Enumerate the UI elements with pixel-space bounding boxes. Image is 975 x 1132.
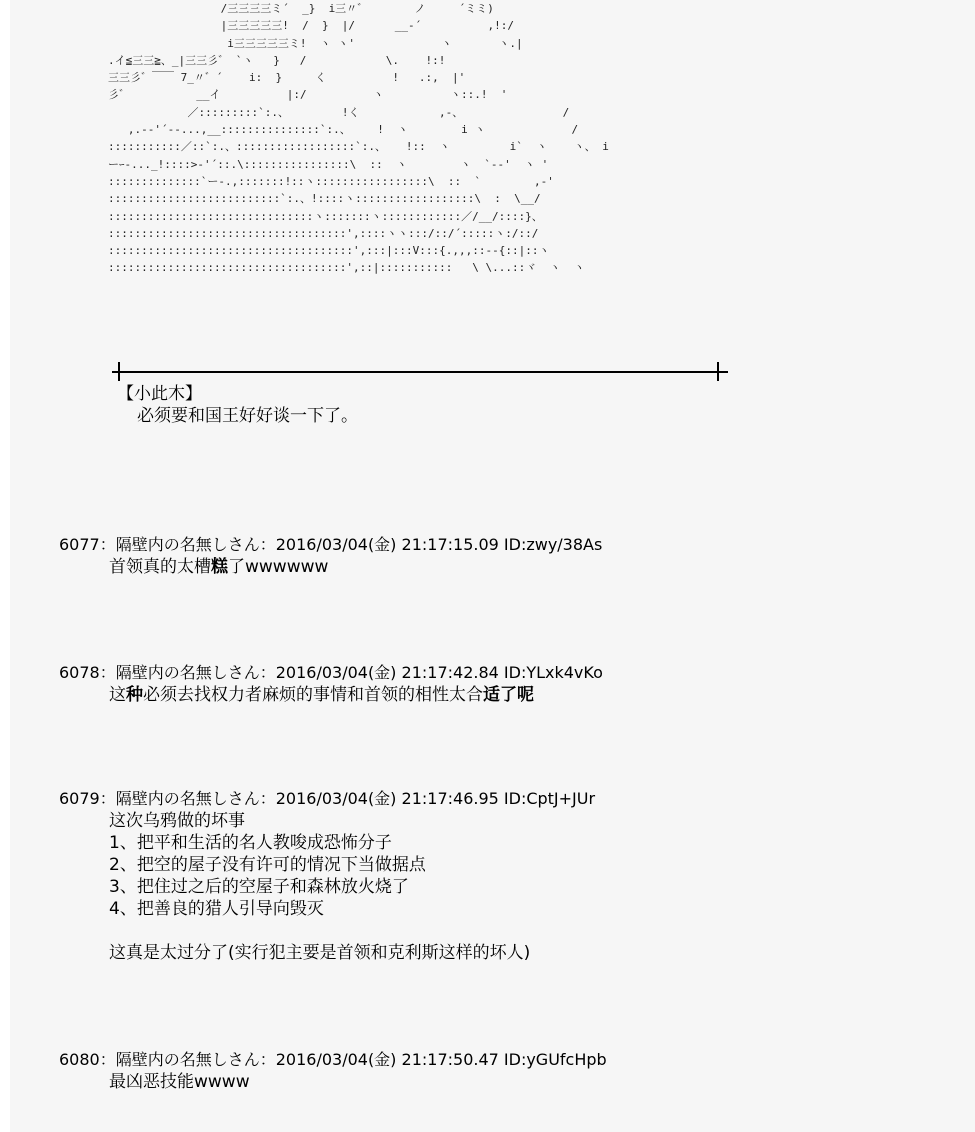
speaker-name: 【小此木】 bbox=[117, 384, 202, 404]
bold-text: 糕 bbox=[211, 557, 228, 577]
text: 这 bbox=[109, 685, 126, 705]
post-line bbox=[109, 1071, 607, 1093]
text: 3、把住过之后的空屋子和森林放火烧了 bbox=[109, 877, 409, 897]
post-line bbox=[109, 942, 595, 964]
post-header: 6078：隔壁内の名無しさん：2016/03/04(金) 21:17:42.84 ID:YLxk4vKo bbox=[59, 663, 603, 682]
text: 2、把空的屋子没有许可的情况下当做据点 bbox=[109, 855, 426, 875]
timeline-tick-left bbox=[118, 362, 120, 381]
text: 最凶恶技能wwww bbox=[109, 1072, 250, 1092]
text: 4、把善良的猎人引导向毁灭 bbox=[109, 899, 324, 919]
timeline-line bbox=[112, 371, 728, 373]
post-header: 6079：隔壁内の名無しさん：2016/03/04(金) 21:17:46.95 ID:CptJ+JUr bbox=[59, 789, 596, 808]
post-body bbox=[109, 810, 595, 964]
post-line bbox=[109, 556, 602, 578]
text: 首领真的太槽 bbox=[109, 557, 211, 577]
post-line bbox=[109, 684, 603, 706]
timeline-tick-right bbox=[717, 362, 719, 381]
post-line bbox=[109, 810, 595, 832]
post-6077 bbox=[59, 534, 602, 578]
post-header: 6077：隔壁内の名無しさん：2016/03/04(金) 21:17:15.09 ID:zwy/38As bbox=[59, 535, 603, 554]
text: 这次乌鸦做的坏事 bbox=[109, 811, 245, 831]
ascii-art: /三三三三ミ´ _} i三〃゛ ノ ´ミミ) |三三三三三! / } |/ __‐´ ,!:/ i三三三三三ミ! ヽ ヽ' ヽ ヽ.| .イ≦三三≧、_|三三彡゛ `ヽ } / \. !:! 三三彡゛￣￣ 7_〃゛´ i: } く ! .:, |' 彡゛ __イ |:/ ヽ ヽ::.! ' ／:::::::::`:.、 !く ,-、 / ,.-‐'´‐-...,__:::::::::::::::`:.、 ! ヽ i ヽ / :::::::::::／::`:.、::::::::::::::::::`:.、 !:: ヽ i` ヽ ヽ、 i ーｰ-..._!::::>‐'´::.\::::::::::::::::\ :: ヽ ヽ `-‐' ヽ ' ::::::::::::::`ー-.,:::::::!::ヽ:::::::::::::::::\ :: ` ,-' ::::::::::::::::::::::::::`:.、!::::ヽ::::::::::::::::::\ : \__/ :::::::::::::::::::::::::::::::ヽ:::::::ヽ::::::::::::／/__/::::}、 ::::::::::::::::::::::::::::::::::::',::::ヽヽ:::/::/´:::::ヽ:/::/ :::::::::::::::::::::::::::::::::::::',:::|:::V:::{.,,,::--{::|::ヽ ::::::::::::::::::::::::::::::::::::',::|::::::::::: \ \...::ヾ ヽ ヽ bbox=[108, 2, 609, 275]
post-line bbox=[109, 876, 595, 898]
post-6078 bbox=[59, 662, 603, 706]
post-body bbox=[109, 556, 602, 578]
post-line bbox=[109, 898, 595, 920]
speech-line: 必须要和国王好好谈一下了。 bbox=[137, 406, 358, 426]
post-body bbox=[109, 1071, 607, 1093]
post-6079 bbox=[59, 788, 595, 964]
post-line bbox=[109, 854, 595, 876]
post-body bbox=[109, 684, 603, 706]
text: 必须去找权力者麻烦的事情和首领的相性太合 bbox=[143, 685, 483, 705]
post-header: 6080：隔壁内の名無しさん：2016/03/04(金) 21:17:50.47 ID:yGUfcHpb bbox=[59, 1050, 607, 1069]
post-6080 bbox=[59, 1049, 607, 1093]
text: 了wwwwww bbox=[228, 557, 329, 577]
post-line bbox=[109, 832, 595, 854]
blank-line bbox=[109, 920, 595, 942]
bold-text: 种 bbox=[126, 685, 143, 705]
bold-text: 适了呢 bbox=[483, 685, 534, 705]
text: 1、把平和生活的名人教唆成恐怖分子 bbox=[109, 833, 392, 853]
text: 这真是太过分了(实行犯主要是首领和克利斯这样的坏人) bbox=[109, 943, 531, 963]
